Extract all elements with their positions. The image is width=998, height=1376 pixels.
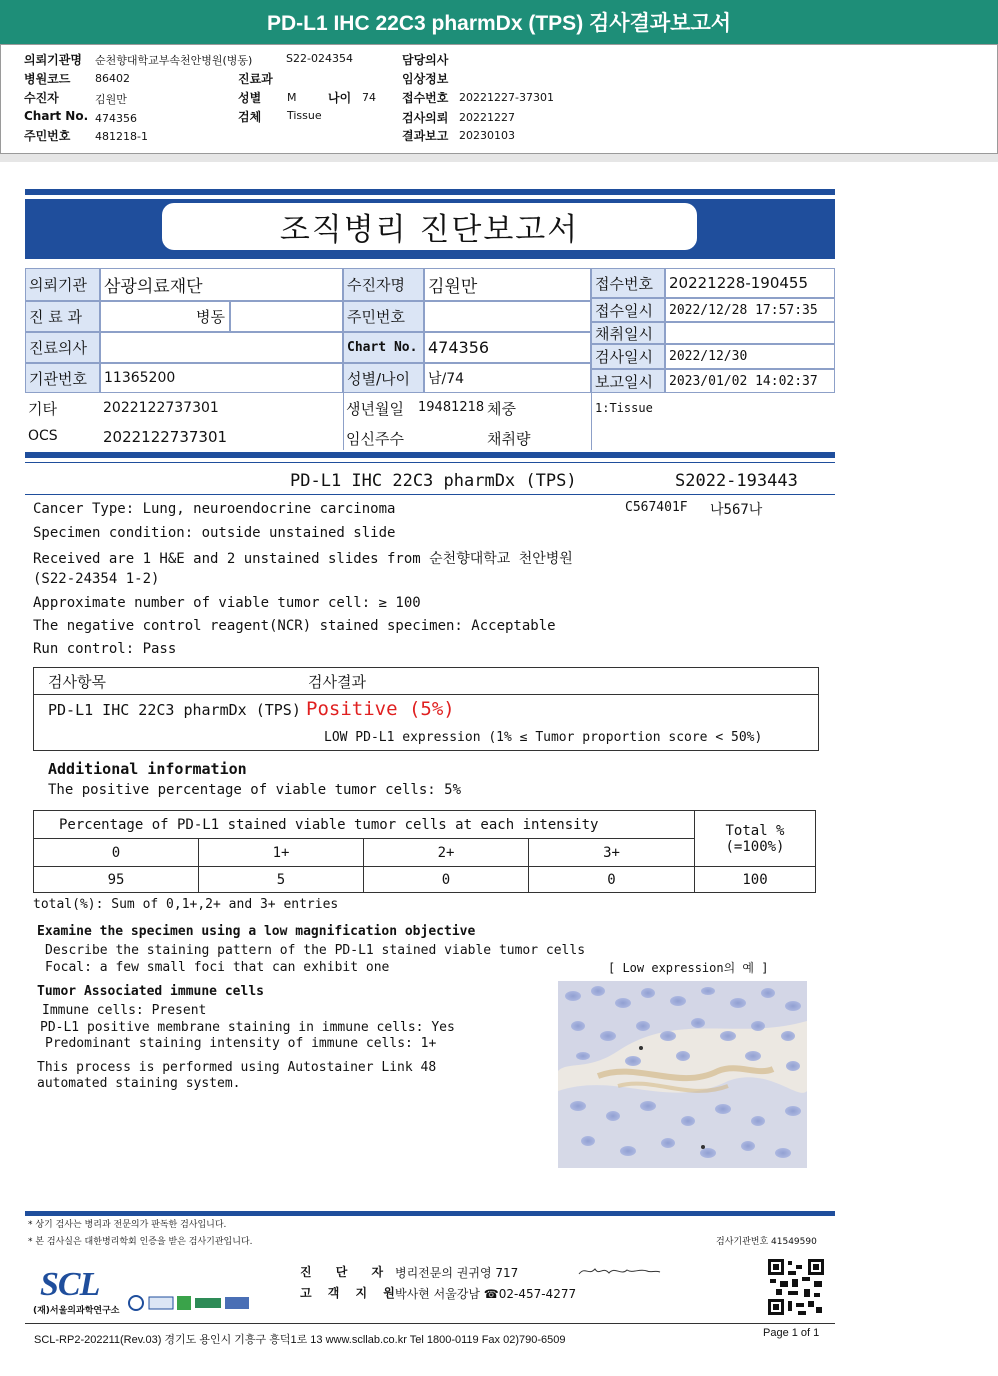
- hdr-label: 수진자: [24, 91, 59, 105]
- label-rrn: 주민번호: [343, 301, 424, 332]
- hdr-label: 주민번호: [24, 129, 71, 143]
- value-chart: 474356: [424, 332, 591, 363]
- intensity-total: 100: [694, 866, 816, 893]
- label-chart: Chart No.: [343, 332, 424, 363]
- hdr-label: 검사의뢰: [402, 111, 449, 125]
- total-header-line1: Total %: [725, 822, 785, 839]
- grid-line: [591, 393, 592, 450]
- body-line: The negative control reagent(NCR) stained specimen: Acceptable: [33, 618, 556, 634]
- immune-title: Tumor Associated immune cells: [37, 984, 264, 999]
- total-note: total(%): Sum of 0,1+,2+ and 3+ entries: [33, 897, 339, 912]
- hdr-label: Chart No.: [24, 109, 89, 123]
- blue-rule: [25, 1211, 835, 1216]
- label-dept: 진 료 과: [25, 301, 100, 332]
- thin-rule: [25, 494, 835, 495]
- intensity-col: 0: [33, 838, 199, 867]
- hdr-label: 검체: [238, 110, 262, 124]
- result-note: LOW PD-L1 expression (1% ≤ Tumor proportion score < 50%): [324, 730, 763, 745]
- process-line: automated staining system.: [37, 1076, 241, 1091]
- hdr-value: 김원만: [95, 93, 127, 106]
- intensity-value: 0: [363, 866, 529, 893]
- intensity-col: 2+: [363, 838, 529, 867]
- signature: [577, 1264, 662, 1278]
- label-sexage: 성별/나이: [343, 363, 424, 393]
- label-inst-no: 기관번호: [25, 363, 100, 393]
- label-collect-time: 채취일시: [591, 322, 665, 344]
- value-dept: 병동: [100, 301, 230, 332]
- page-number: Page 1 of 1: [763, 1327, 820, 1339]
- scl-logo-sub: (재)서울의과학연구소: [33, 1306, 120, 1316]
- hdr-label: 병원코드: [24, 72, 71, 86]
- label-institution: 의뢰기관: [25, 268, 100, 301]
- value-patient: 김원만: [424, 268, 591, 301]
- intensity-col: 1+: [198, 838, 364, 867]
- hdr-label: 담당의사: [402, 53, 449, 67]
- value-ocs: 2022122737301: [103, 428, 228, 446]
- body-line: (S22-24354 1-2): [33, 571, 160, 587]
- process-line: This process is performed using Autostainer Link 48: [37, 1060, 437, 1075]
- label-collect: 채취량: [487, 430, 531, 448]
- report-header-title: PD-L1 IHC 22C3 pharmDx (TPS) 검사결과보고서: [0, 0, 998, 44]
- immune-line: PD-L1 positive membrane staining in immune cells: Yes: [40, 1020, 455, 1035]
- value-exam-time: 2022/12/30: [665, 344, 835, 369]
- intensity-header: Percentage of PD-L1 stained viable tumor cells at each intensity: [33, 810, 695, 839]
- thin-rule: [25, 462, 835, 463]
- label-report-time: 보고일시: [591, 369, 665, 393]
- diag-value: 병리전문의 권귀영 717: [395, 1266, 519, 1280]
- footer-address: SCL-RP2-202211(Rev.03) 경기도 용인시 기흥구 흥덕1로 13 www.scllab.co.kr Tel 1800-0119 Fax 02)790-6509: [34, 1334, 566, 1346]
- qr-code: [768, 1259, 824, 1315]
- divider: [0, 154, 998, 162]
- value-inst-no: 11365200: [100, 363, 343, 393]
- value-birth: 19481218: [418, 400, 485, 415]
- body-line: Received are 1 H&E and 2 unstained slides from 순천향대학교 천안병원: [33, 551, 573, 567]
- center-label: 고 객 지 원: [300, 1286, 401, 1300]
- hdr-label: 나이: [328, 91, 352, 105]
- value-sexage: 남/74: [424, 363, 591, 393]
- label-etc: 기타: [28, 400, 57, 418]
- examine-line: Focal: a few small foci that can exhibit one: [45, 960, 390, 975]
- footer-note: * 본 검사실은 대한병리학회 인증을 받은 검사기관입니다.: [28, 1237, 253, 1247]
- result-col-result: 검사결과: [308, 673, 366, 691]
- label-birth: 생년월일: [346, 400, 404, 418]
- intensity-value: 5: [198, 866, 364, 893]
- hdr-label: 접수번호: [402, 91, 449, 105]
- footer-rule: [25, 1323, 835, 1324]
- additional-title: Additional information: [48, 760, 247, 778]
- value-rrn: [424, 301, 591, 332]
- test-number: S2022-193443: [675, 471, 798, 491]
- hdr-value: 86402: [95, 72, 130, 85]
- value-institution: 삼광의료재단: [100, 268, 343, 301]
- result-value: Positive (5%): [306, 698, 455, 720]
- blue-rule: [25, 452, 835, 458]
- body-line: Approximate number of viable tumor cell: ≥ 100: [33, 595, 421, 611]
- lab-number: 검사기관번호 41549590: [716, 1237, 817, 1247]
- scl-logo: SCL: [40, 1266, 100, 1303]
- hdr-label: 진료과: [238, 72, 273, 86]
- intensity-value: 0: [528, 866, 695, 893]
- examine-line: Describe the staining pattern of the PD-L1 stained viable tumor cells: [45, 943, 586, 958]
- intensity-value: 95: [33, 866, 199, 893]
- hdr-value: Tissue: [287, 109, 322, 122]
- micrograph-image: [558, 981, 807, 1168]
- hdr-value: 481218-1: [95, 130, 148, 143]
- label-weight: 체중: [487, 400, 516, 418]
- immune-line: Predominant staining intensity of immune cells: 1+: [45, 1036, 437, 1051]
- immune-line: Immune cells: Present: [42, 1003, 207, 1018]
- accreditation-logos: [127, 1294, 252, 1312]
- value-receipt: 20221228-190455: [665, 268, 835, 298]
- report-title: 조직병리 진단보고서: [162, 203, 697, 250]
- value-doctor: [100, 332, 343, 363]
- value-dept-extra: [230, 301, 343, 332]
- hdr-value: 474356: [95, 112, 137, 125]
- label-receipt-time: 접수일시: [591, 298, 665, 322]
- hdr-label: 결과보고: [402, 129, 449, 143]
- body-line: Cancer Type: Lung, neuroendocrine carcinoma: [33, 501, 396, 517]
- value-report-time: 2023/01/02 14:02:37: [665, 369, 835, 393]
- hdr-label: 임상정보: [402, 72, 449, 86]
- label-patient: 수진자명: [343, 268, 424, 301]
- image-caption: [ Low expression의 예 ]: [608, 961, 769, 975]
- hdr-value: 순천향대학교부속천안병원(병동): [95, 54, 253, 67]
- examine-title: Examine the specimen using a low magnification objective: [37, 924, 476, 939]
- grid-line: [343, 393, 344, 450]
- result-item: PD-L1 IHC 22C3 pharmDx (TPS): [48, 701, 301, 719]
- hdr-label: 의뢰기관명: [24, 53, 82, 67]
- table-rule: [33, 694, 819, 695]
- hdr-value: 74: [362, 91, 376, 104]
- hdr-value: S22-024354: [286, 52, 353, 65]
- hdr-value: 20221227: [459, 111, 515, 124]
- center-value: 박사현 서울강남 ☎02-457-4277: [395, 1287, 577, 1301]
- result-col-item: 검사항목: [48, 673, 106, 691]
- hdr-value: 20230103: [459, 129, 515, 142]
- specimen-code: C567401F: [625, 500, 688, 515]
- hdr-value: 20221227-37301: [459, 91, 554, 104]
- specimen-code-2: 나567나: [710, 502, 763, 518]
- additional-line: The positive percentage of viable tumor cells: 5%: [48, 782, 462, 798]
- total-header: [694, 810, 816, 867]
- test-title: PD-L1 IHC 22C3 pharmDx (TPS): [290, 471, 577, 491]
- value-receipt-time: 2022/12/28 17:57:35: [665, 298, 835, 322]
- hdr-value: M: [287, 91, 297, 104]
- value-specimen: 1:Tissue: [595, 401, 653, 415]
- intensity-col: 3+: [528, 838, 695, 867]
- label-doctor: 진료의사: [25, 332, 100, 363]
- value-collect-time: [665, 322, 835, 344]
- label-preg: 임신주수: [346, 430, 404, 448]
- blue-rule: [25, 189, 835, 195]
- value-etc: 2022122737301: [103, 400, 219, 416]
- label-receipt: 접수번호: [591, 268, 665, 298]
- footer-note: * 상기 검사는 병리과 전문의가 판독한 검사입니다.: [28, 1220, 227, 1230]
- body-line: Run control: Pass: [33, 641, 177, 657]
- hdr-label: 성별: [238, 91, 262, 105]
- label-exam-time: 검사일시: [591, 344, 665, 369]
- body-line: Specimen condition: outside unstained slide: [33, 525, 396, 541]
- label-ocs: OCS: [28, 428, 58, 444]
- total-header-line2: (=100%): [725, 838, 785, 855]
- diag-label: 진 단 자: [300, 1265, 394, 1279]
